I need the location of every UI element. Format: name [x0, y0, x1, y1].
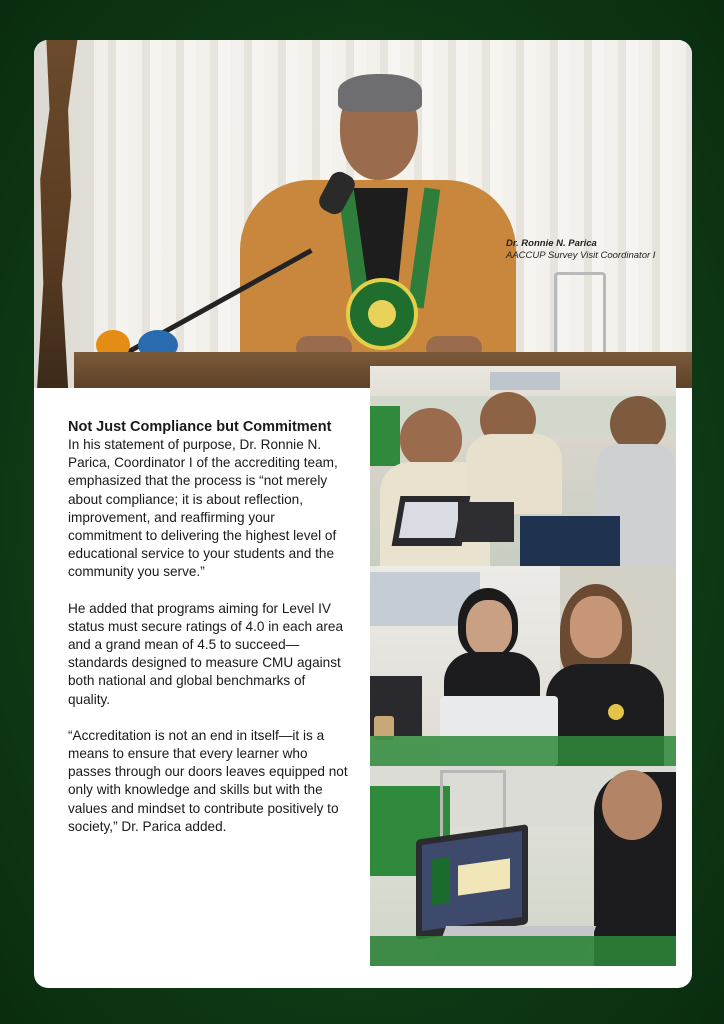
photo-laptop-presentation	[370, 766, 676, 966]
hero-photo	[34, 40, 692, 388]
screen	[490, 372, 560, 390]
laptop-screen	[399, 502, 461, 538]
green-tablecloth	[370, 936, 676, 966]
photo-evaluators	[370, 566, 676, 766]
article-heading: Not Just Compliance but Commitment	[68, 419, 332, 435]
green-tablecloth	[370, 736, 676, 766]
logo-pin-icon	[608, 704, 624, 720]
page-card	[34, 40, 692, 988]
article-paragraph: He added that programs aiming for Level IV status must secure ratings of 4.0 in each area and a grand mean of 4.5 to succeed—standards designed to measure CMU against both national and global benchmarks of quality.	[68, 600, 344, 707]
laptop-icon	[458, 502, 514, 542]
speaker-hair	[338, 74, 422, 112]
caption-role: AACCUP Survey Visit Coordinator I	[506, 250, 656, 261]
green-tablecloth	[370, 406, 400, 466]
person-face	[570, 596, 622, 658]
photo-meeting-table	[370, 366, 676, 566]
person-head	[400, 408, 462, 468]
person-face	[466, 600, 512, 656]
driftwood-decoration	[34, 40, 96, 388]
caption-name: Dr. Ronnie N. Parica	[506, 238, 597, 249]
person-head	[602, 770, 662, 840]
chair	[554, 272, 606, 355]
book-cover	[432, 857, 450, 906]
article-body	[68, 418, 350, 854]
medallion-icon	[346, 278, 418, 350]
photo-caption	[506, 238, 686, 262]
jacket	[520, 516, 620, 566]
article-paragraph: In his statement of purpose, Dr. Ronnie N. Parica, Coordinator I of the accrediting team, emphasized that the process is “not merely about compliance; it is about reflection, improvement, and reaffirming your commitment to delivering the highest level of educational service to your students and the community you serve.”	[68, 437, 338, 580]
article-paragraph: “Accreditation is not an end in itself—it is a means to ensure that every learner who passes through our doors leaves equipped not only with knowledge and skills but with the values and mindset to contribute positively to society,” Dr. Parica added.	[68, 727, 348, 834]
